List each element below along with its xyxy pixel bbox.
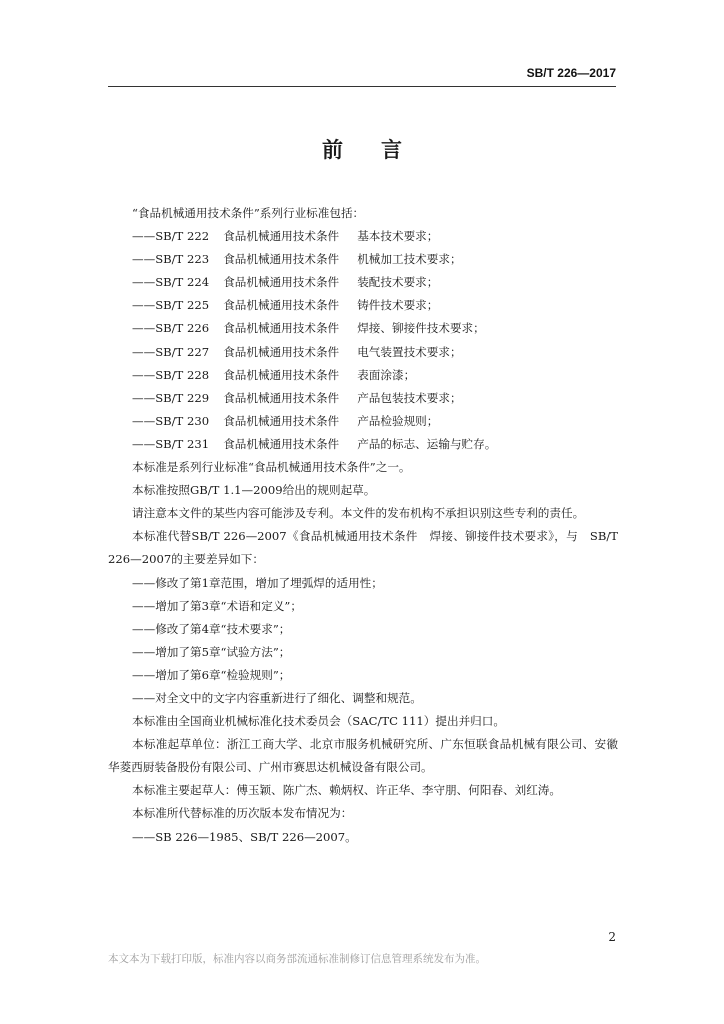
header-rule [108,86,616,87]
change-item: ——修改了第4章“技术要求”； [132,621,291,636]
series-item-topic: 电气装置技术要求； [357,344,462,359]
series-item [108,294,618,317]
series-item-name: 食品机械通用技术条件 [223,344,340,359]
series-item [108,410,618,433]
series-item-prefix: —— [132,390,156,405]
series-item-prefix: —— [132,298,156,313]
series-item-topic: 产品检验规则； [357,413,439,428]
series-item-code: SB/T 225 [155,298,210,313]
series-item-name: 食品机械通用技术条件 [223,367,340,382]
footer-notice: 本文本为下载打印版，标准内容以商务部流通标准制修订信息管理系统发布为准。 [108,953,486,965]
series-item-topic: 铸件技术要求； [357,298,439,313]
series-item-code: SB/T 224 [155,275,210,290]
change-item: ——增加了第3章“术语和定义”； [132,598,302,613]
series-item-prefix: —— [132,321,156,336]
page-number: 2 [608,930,616,944]
series-item-topic: 产品包装技术要求； [357,390,462,405]
series-item-topic: 表面涂漆； [357,367,416,382]
series-item-code: SB/T 230 [155,413,210,428]
series-item [108,225,618,248]
series-list [108,225,618,456]
change-item: ——增加了第5章“试验方法”； [132,644,291,659]
change-item: ——增加了第6章“检验规则”； [132,667,291,682]
series-item-name: 食品机械通用技术条件 [223,390,340,405]
page-title: 前言 [322,138,440,162]
series-item-name: 食品机械通用技术条件 [223,413,340,428]
series-item-code: SB/T 222 [155,229,210,244]
series-item-code: SB/T 223 [155,252,210,267]
foreword-body [108,202,618,849]
history-line: ——SB 226—1985、SB/T 226—2007。 [132,829,357,844]
series-item-name: 食品机械通用技术条件 [223,298,340,313]
series-item [108,317,618,340]
changes-list [108,572,618,711]
series-item-prefix: —— [132,367,156,382]
series-item [108,364,618,387]
para-proposed: 本标准由全国商业机械标准化技术委员会（SAC/TC 111）提出并归口。 [132,714,505,729]
series-item-topic: 装配技术要求； [357,275,439,290]
series-item-name: 食品机械通用技术条件 [223,321,340,336]
series-item-code: SB/T 229 [155,390,210,405]
series-item [108,248,618,271]
para-units: 本标准起草单位：浙江工商大学、北京市服务机械研究所、广东恒联食品机械有限公司、安徽华菱西厨装备股份有限公司、广州市赛思达机械设备有限公司。 [108,737,618,775]
series-item [108,341,618,364]
series-item-topic: 产品的标志、运输与贮存。 [357,436,497,451]
para-replaces: 本标准代替SB/T 226—2007《食品机械通用技术条件 焊接、铆接件技术要求》，与 SB/T 226—2007的主要差异如下： [108,529,618,567]
standard-code-header: SB/T 226—2017 [526,66,616,80]
series-item-prefix: —— [132,413,156,428]
series-item-code: SB/T 227 [155,344,210,359]
change-item: ——对全文中的文字内容重新进行了细化、调整和规范。 [132,690,422,705]
change-item: ——修改了第1章范围，增加了埋弧焊的适用性； [132,575,383,590]
series-item [108,387,618,410]
series-item-code: SB/T 226 [155,321,210,336]
series-item-topic: 焊接、铆接件技术要求； [357,321,485,336]
series-item-code: SB/T 228 [155,367,210,382]
para-drafted: 本标准按照GB/T 1.1—2009给出的规则起草。 [132,483,376,498]
para-patent: 请注意本文件的某些内容可能涉及专利。本文件的发布机构不承担识别这些专利的责任。 [132,506,585,521]
intro-line: “食品机械通用技术条件”系列行业标准包括： [132,206,365,220]
series-item-name: 食品机械通用技术条件 [223,436,340,451]
series-item-topic: 机械加工技术要求； [357,252,462,267]
para-history: 本标准所代替标准的历次版本发布情况为： [132,806,353,821]
series-item-name: 食品机械通用技术条件 [223,275,340,290]
series-item-name: 食品机械通用技术条件 [223,229,340,244]
series-item-prefix: —— [132,252,156,267]
series-item-prefix: —— [132,275,156,290]
series-item-prefix: —— [132,344,156,359]
series-item-topic: 基本技术要求； [357,229,439,244]
series-item-prefix: —— [132,436,156,451]
series-item [108,271,618,294]
para-drafters: 本标准主要起草人：傅玉颖、陈广杰、赖炳权、许正华、李守朋、何阳春、刘红涛。 [132,783,561,798]
series-item [108,433,618,456]
series-item-prefix: —— [132,229,156,244]
series-item-name: 食品机械通用技术条件 [223,252,340,267]
series-item-code: SB/T 231 [155,436,210,451]
para-part-of: 本标准是系列行业标准“食品机械通用技术条件”之一。 [132,460,411,475]
